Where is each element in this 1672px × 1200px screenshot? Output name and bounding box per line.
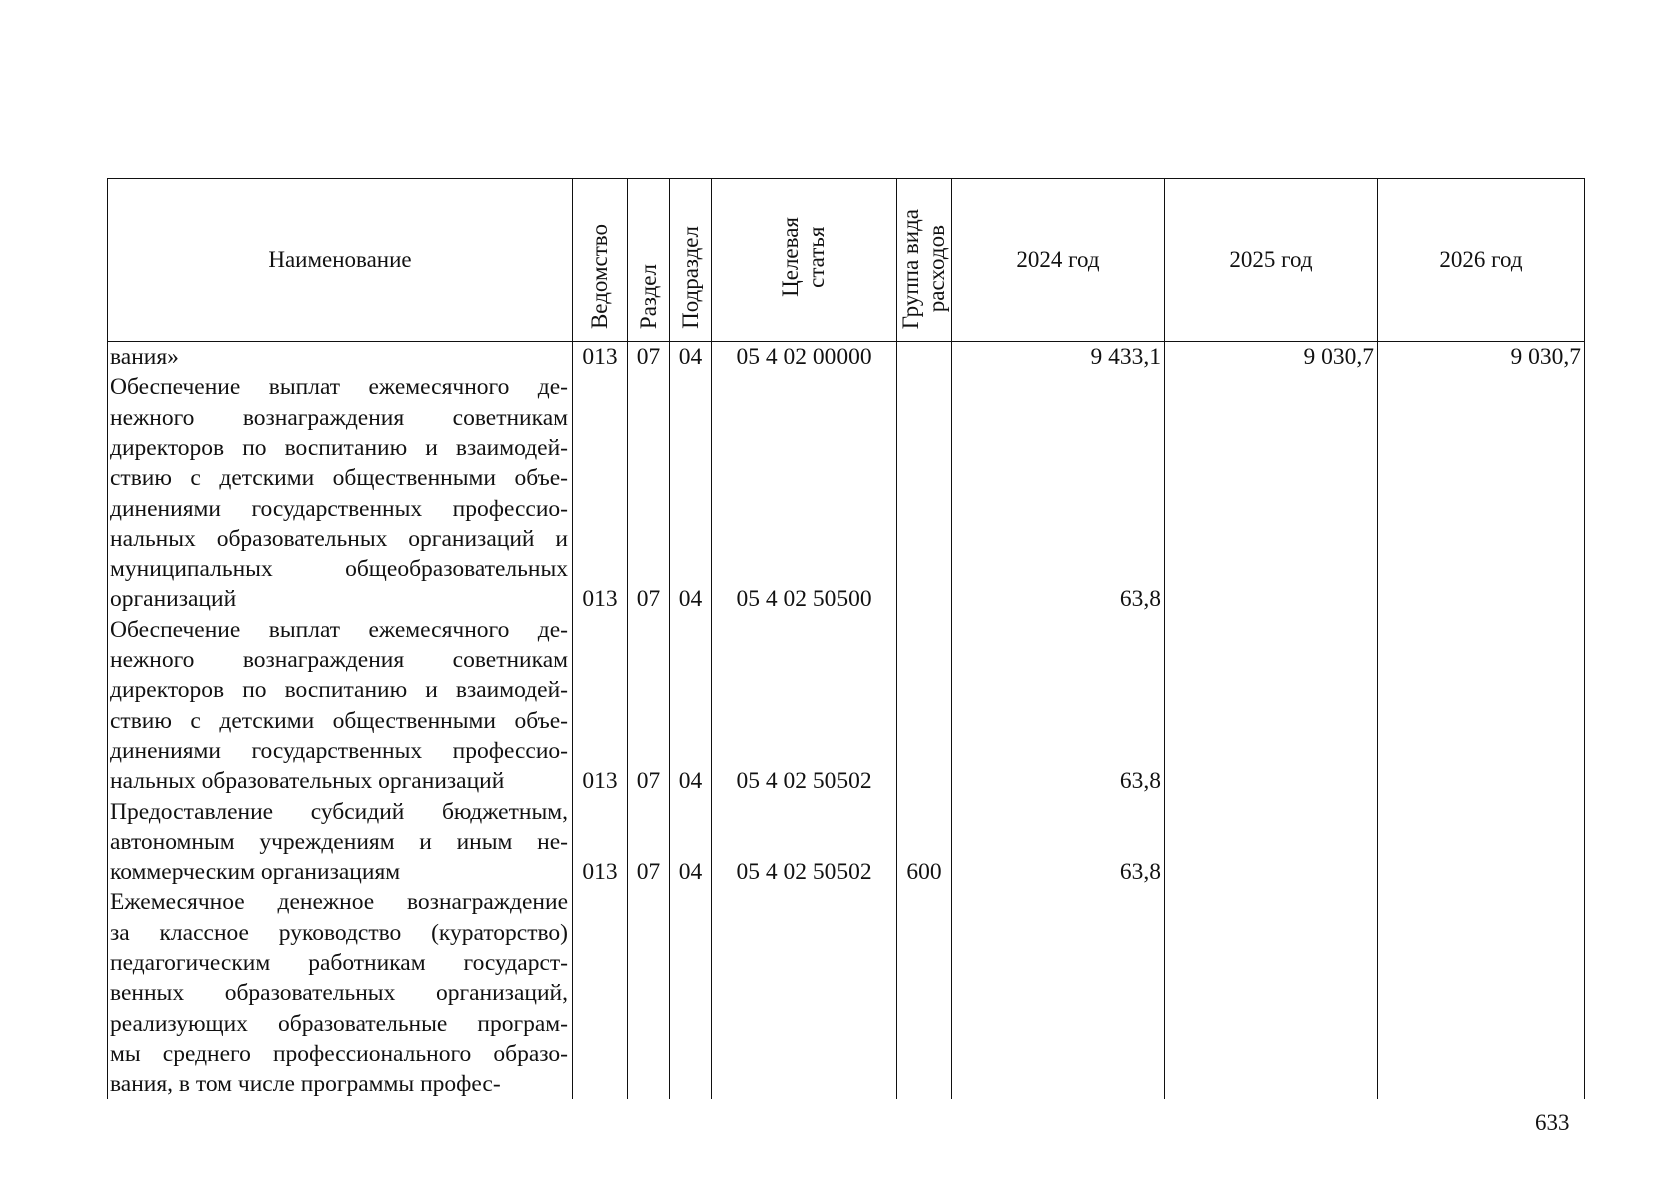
row-name-line: вания, в том числе программы профес- — [110, 1071, 501, 1098]
header-celevaya-line2: статья — [804, 226, 829, 288]
row-name-line: коммерческим организациям — [110, 859, 401, 886]
row-celevaya-cell: 05 4 02 00000 — [736, 344, 872, 370]
body-row — [108, 342, 1585, 1100]
header-year-2026-text: 2026 год — [1439, 247, 1523, 272]
header-podrazdel — [670, 179, 712, 342]
header-celevaya-line1: Целевая — [778, 217, 803, 297]
row-gruppa-cell: 600 — [906, 859, 942, 886]
header-year-2026 — [1378, 179, 1585, 342]
page-number: 633 — [1535, 1110, 1570, 1135]
row-razdel-cell: 07 — [636, 859, 661, 886]
header-gruppa — [897, 179, 952, 342]
row-name-line: нежного вознаграждения советникам — [110, 647, 568, 673]
celevaya-rows — [712, 342, 896, 1099]
col-2025 — [1165, 342, 1378, 1100]
header-name — [108, 179, 573, 342]
col-2024 — [952, 342, 1165, 1100]
row-y2024-cell: 63,8 — [1119, 586, 1161, 613]
header-gruppa-line1: Группа вида — [898, 208, 923, 329]
col-celevaya — [712, 342, 897, 1100]
row-name-line: автономным учреждениям и иным не- — [110, 828, 568, 855]
row-name-line: вания» — [110, 344, 179, 370]
row-podrazdel-cell: 04 — [678, 859, 703, 886]
row-razdel-cell: 07 — [636, 768, 661, 795]
row-razdel-cell: 07 — [636, 344, 661, 370]
name-rows — [108, 342, 572, 1099]
row-name-line: динениями государственных профессио- — [110, 495, 568, 522]
row-name-line: нальных образовательных организаций — [110, 768, 505, 795]
podrazdel-rows — [670, 342, 711, 1099]
header-vedomstvo — [573, 179, 628, 342]
header-row — [108, 179, 1585, 342]
header-year-2024-text: 2024 год — [1016, 247, 1100, 272]
row-name-line: ствию с детскими общественными объе- — [110, 465, 568, 492]
y2025-rows — [1165, 342, 1377, 1099]
row-celevaya-cell: 05 4 02 50502 — [736, 859, 872, 886]
header-celevaya — [712, 179, 897, 342]
row-name-line: Обеспечение выплат ежемесячного де- — [110, 374, 568, 401]
row-vedomstvo-cell: 013 — [582, 586, 618, 613]
header-podrazdel-text: Подраздел — [677, 226, 703, 329]
header-name-text: Наименование — [268, 247, 412, 272]
row-name-line: Обеспечение выплат ежемесячного де- — [110, 616, 568, 643]
row-y2025-cell: 9 030,7 — [1303, 344, 1374, 370]
row-vedomstvo-cell: 013 — [582, 768, 618, 795]
row-name-line: муниципальных общеобразовательных — [110, 556, 568, 583]
row-name-line: мы среднего профессионального образо- — [110, 1040, 568, 1067]
razdel-rows — [628, 342, 669, 1099]
row-name-line: директоров по воспитанию и взаимодей- — [110, 677, 568, 704]
row-razdel-cell: 07 — [636, 586, 661, 613]
row-name-line: ствию с детскими общественными объе- — [110, 707, 568, 734]
row-name-line: венных образовательных организаций, — [110, 980, 568, 1007]
row-vedomstvo-cell: 013 — [582, 859, 618, 886]
col-gruppa — [897, 342, 952, 1100]
header-year-2024 — [952, 179, 1165, 342]
header-celevaya-text — [778, 217, 830, 297]
row-name-line: Ежемесячное денежное вознаграждение — [110, 889, 568, 916]
header-razdel — [628, 179, 670, 342]
row-y2024-cell: 63,8 — [1119, 768, 1161, 795]
row-podrazdel-cell: 04 — [678, 344, 703, 370]
gruppa-rows — [897, 342, 951, 1099]
budget-table — [107, 178, 1585, 1099]
row-name-line: динениями государственных профессио- — [110, 737, 568, 764]
row-podrazdel-cell: 04 — [678, 586, 703, 613]
col-razdel — [628, 342, 670, 1100]
col-vedomstvo — [573, 342, 628, 1100]
row-name-line: организаций — [110, 586, 237, 613]
header-razdel-text: Раздел — [635, 263, 661, 329]
row-y2026-cell: 9 030,7 — [1510, 344, 1581, 370]
row-name-line: реализующих образовательные програм- — [110, 1010, 568, 1037]
row-name-line: за классное руководство (кураторство) — [110, 919, 568, 946]
row-name-line: педагогическим работникам государст- — [110, 950, 568, 976]
row-celevaya-cell: 05 4 02 50500 — [736, 586, 872, 613]
col-podrazdel — [670, 342, 712, 1100]
header-gruppa-text — [898, 209, 950, 329]
row-vedomstvo-cell: 013 — [582, 344, 618, 370]
col-2026 — [1378, 342, 1585, 1100]
row-podrazdel-cell: 04 — [678, 768, 703, 795]
y2026-rows — [1378, 342, 1584, 1099]
row-name-line: нежного вознаграждения советникам — [110, 404, 568, 431]
header-year-2025-text: 2025 год — [1229, 247, 1313, 272]
row-name-line: нальных образовательных организаций и — [110, 525, 568, 552]
vedomstvo-rows — [573, 342, 627, 1099]
row-y2024-cell: 9 433,1 — [1090, 344, 1161, 370]
y2024-rows — [952, 342, 1164, 1099]
row-name-line: Предоставление субсидий бюджетным, — [110, 798, 568, 825]
header-gruppa-line2: расходов — [924, 225, 949, 313]
col-name — [108, 342, 573, 1100]
header-vedomstvo-text: Ведомство — [587, 223, 612, 329]
row-name-line: директоров по воспитанию и взаимодей- — [110, 434, 568, 461]
row-y2024-cell: 63,8 — [1119, 859, 1161, 886]
row-celevaya-cell: 05 4 02 50502 — [736, 768, 872, 795]
header-year-2025 — [1165, 179, 1378, 342]
